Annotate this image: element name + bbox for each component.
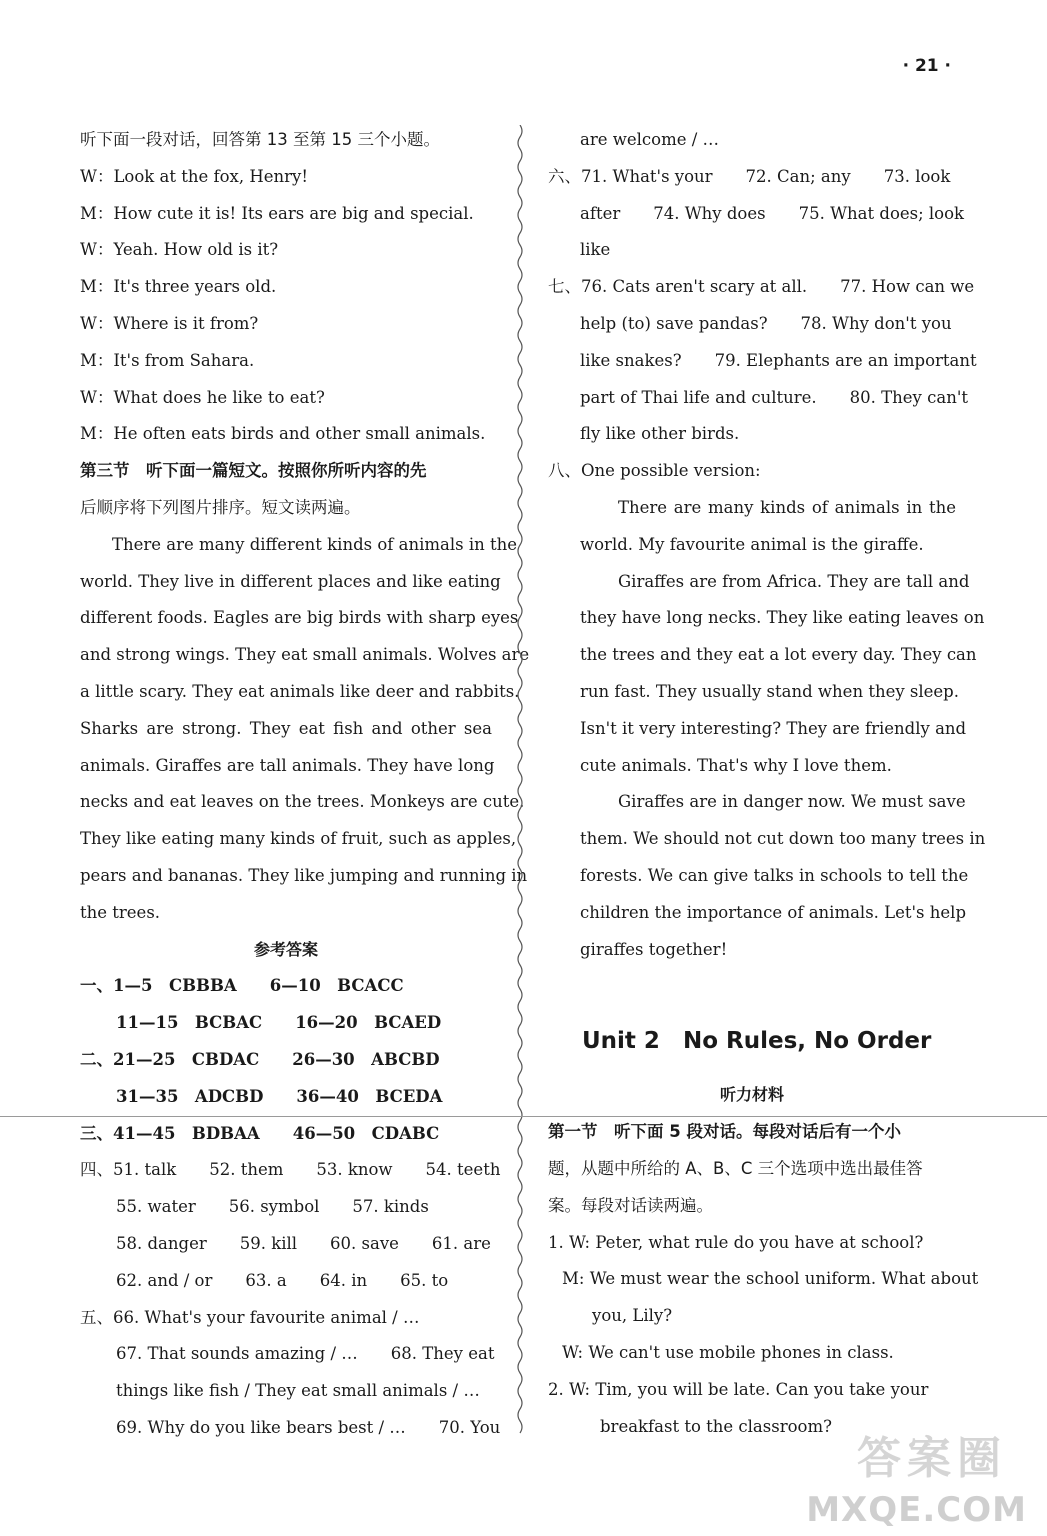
dialogue-line: M：How cute it is! Its ears are big and special. xyxy=(80,203,474,223)
answer-line: 69. Why do you like bears best / … 70. You xyxy=(116,1417,501,1437)
passage-line: animals. Giraffes are tall animals. They have long xyxy=(80,755,495,775)
essay-line: the trees and they eat a lot every day. They can xyxy=(580,645,977,665)
dialogue-line: 1. W: Peter, what rule do you have at school? xyxy=(548,1232,924,1252)
left-column xyxy=(80,122,530,1447)
dialogue-line: W：Look at the fox, Henry! xyxy=(80,166,308,186)
essay-line: world. My favourite animal is the giraffe. xyxy=(580,534,924,554)
answer-line: 四、51. talk 52. them 53. know 54. teeth xyxy=(80,1160,501,1180)
answer-line: 55. water 56. symbol 57. kinds xyxy=(116,1197,429,1217)
dialogue-line: M: We must wear the school uniform. What about xyxy=(562,1269,979,1289)
essay-line: Giraffes are in danger now. We must save xyxy=(618,792,966,812)
passage-line: different foods. Eagles are big birds with sharp eyes xyxy=(80,608,519,628)
passage-line: Sharks are strong. They eat fish and other sea xyxy=(80,718,492,738)
passage-line: necks and eat leaves on the trees. Monkeys are cute. xyxy=(80,792,525,812)
answer-line: 58. danger 59. kill 60. save 61. are xyxy=(116,1233,491,1253)
dialogue-line: W: We can't use mobile phones in class. xyxy=(562,1342,894,1362)
answer-line: 67. That sounds amazing / … 68. They eat xyxy=(116,1344,495,1364)
essay-line: Giraffes are from Africa. They are tall and xyxy=(618,571,970,591)
listening-title: 听力材料 xyxy=(719,1085,784,1105)
watermark-logo: 答案圈 xyxy=(857,1433,1007,1484)
dialogue-line: you, Lily? xyxy=(592,1306,673,1326)
passage-line: pears and bananas. They like jumping and running in xyxy=(80,865,528,885)
essay-line: Isn't it very interesting? They are friendly and xyxy=(580,718,967,738)
essay-line: run fast. They usually stand when they sleep. xyxy=(580,681,959,701)
section-instruction: 第一节 听下面 5 段对话。每段对话后有一个小 xyxy=(548,1122,901,1142)
right-column xyxy=(548,122,986,1445)
passage-line: and strong wings. They eat small animals. Wolves are xyxy=(80,645,530,665)
answer-line: things like fish / They eat small animals / … xyxy=(116,1381,480,1401)
essay-line: forests. We can give talks in schools to tell the xyxy=(580,865,969,885)
section-heading-cont: 后顺序将下列图片排序。短文读两遍。 xyxy=(80,497,361,517)
dialogue-line: M：It's three years old. xyxy=(80,277,277,297)
answer-line: help (to) save pandas? 78. Why don't you xyxy=(580,313,952,333)
dialogue-line: breakfast to the classroom? xyxy=(600,1416,832,1436)
dialogue-line: M：He often eats birds and other small animals. xyxy=(80,424,486,444)
essay-line: children the importance of animals. Let's help xyxy=(580,902,967,922)
dialogue-line: M：It's from Sahara. xyxy=(80,350,255,370)
answer-line: 六、71. What's your 72. Can; any 73. look xyxy=(548,166,951,186)
dialogue-line: 2. W: Tim, you will be late. Can you take your xyxy=(548,1379,929,1399)
dialogue-line: W：What does he like to eat? xyxy=(80,387,325,407)
page-number: · 21 · xyxy=(902,56,951,76)
section-instruction-cont: 案。每段对话读两遍。 xyxy=(548,1195,713,1215)
section-instruction-cont: 题，从题中所给的 A、B、C 三个选项中选出最佳答 xyxy=(548,1158,923,1178)
dialogue-instruction: 听下面一段对话，回答第 13 至第 15 三个小题。 xyxy=(80,130,440,149)
answer-line: after 74. Why does 75. What does; look xyxy=(580,203,965,223)
answer-line: 一、1—5 CBBBA 6—10 BCACC xyxy=(80,976,404,996)
answer-line: like xyxy=(580,240,611,260)
answer-line: 五、66. What's your favourite animal / … xyxy=(80,1307,420,1327)
answer-line: like snakes? 79. Elephants are an important xyxy=(580,350,977,370)
passage-line: They like eating many kinds of fruit, such as apples, xyxy=(80,829,517,849)
essay-line: giraffes together! xyxy=(580,939,728,959)
unit-title: Unit 2 No Rules, No Order xyxy=(582,1028,932,1055)
passage-line: a little scary. They eat animals like deer and rabbits. xyxy=(80,681,520,701)
answer-line: 七、76. Cats aren't scary at all. 77. How can we xyxy=(548,277,975,297)
answer-line: 三、41—45 BDBAA 46—50 CDABC xyxy=(80,1123,440,1143)
answer-line: 62. and / or 63. a 64. in 65. to xyxy=(116,1270,449,1290)
essay-line: them. We should not cut down too many trees in xyxy=(580,829,986,849)
answer-line: are welcome / … xyxy=(580,130,720,149)
section-heading: 第三节 听下面一篇短文。按照你所听内容的先 xyxy=(80,461,427,481)
answer-line: part of Thai life and culture. 80. They can't xyxy=(580,387,968,407)
answer-line: 八、One possible version: xyxy=(548,461,761,481)
passage-line: There are many different kinds of animals in the xyxy=(112,534,518,554)
answer-line: 31—35 ADCBD 36—40 BCEDA xyxy=(116,1086,443,1106)
watermark-url: MXQE.COM xyxy=(806,1490,1027,1530)
answers-title: 参考答案 xyxy=(253,939,318,959)
column-divider xyxy=(516,125,524,1435)
passage-line: the trees. xyxy=(80,902,161,922)
essay-line: they have long necks. They like eating leaves on xyxy=(580,608,985,628)
answer-line: 11—15 BCBAC 16—20 BCAED xyxy=(116,1013,442,1033)
answer-line: fly like other birds. xyxy=(580,424,740,444)
answer-line: 二、21—25 CBDAC 26—30 ABCBD xyxy=(80,1049,440,1069)
essay-line: cute animals. That's why I love them. xyxy=(580,755,892,775)
page-fold-line xyxy=(0,1116,1047,1117)
essay-line: There are many kinds of animals in the xyxy=(618,497,956,517)
dialogue-line: W：Yeah. How old is it? xyxy=(80,240,279,260)
dialogue-line: W：Where is it from? xyxy=(80,313,259,333)
passage-line: world. They live in different places and like eating xyxy=(80,571,501,591)
